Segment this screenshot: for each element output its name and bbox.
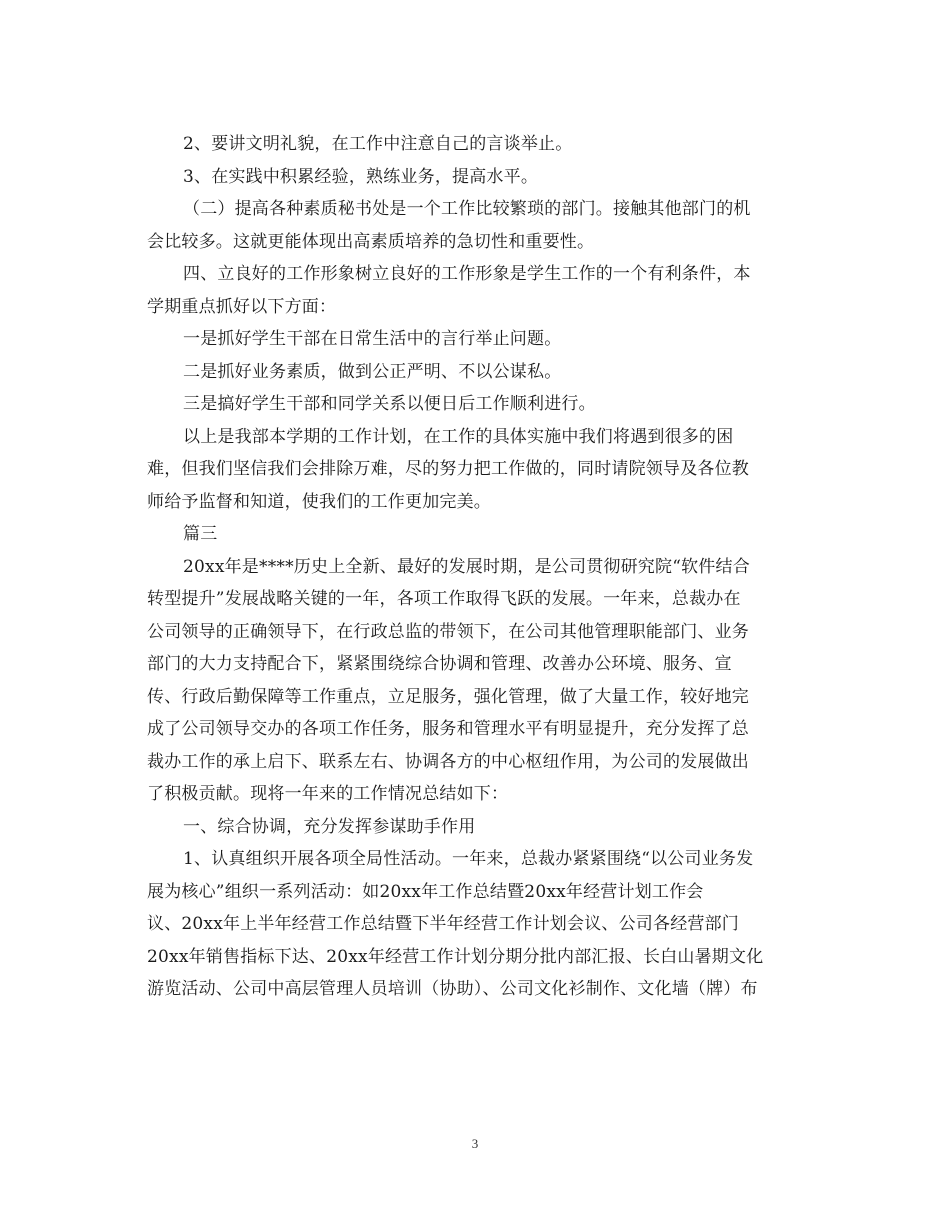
text-line: 三是搞好学生干部和同学关系以便日后工作顺利进行。 <box>183 394 596 414</box>
text-line: 一、综合协调，充分发挥参谋助手作用 <box>183 816 476 837</box>
text-line: 2、要讲文明礼貌，在工作中注意自己的言谈举止。 <box>183 134 573 154</box>
text-line: 裁办工作的承上启下、联系左右、协调各方的中心枢纽作用，为公司的发展做出 <box>147 751 749 772</box>
text-line: 游览活动、公司中高层管理人员培训（协助）、公司文化衫制作、文化墙（牌）布 <box>147 979 758 999</box>
text-line: 公司领导的正确领导下，在行政总监的带领下，在公司其他管理职能部门、业务 <box>147 621 749 642</box>
text-line: 成了公司领导交办的各项工作任务，服务和管理水平有明显提升，充分发挥了总 <box>147 719 749 739</box>
text-line: 部门的大力支持配合下，紧紧围绕综合协调和管理、改善办公环境、服务、宣 <box>147 654 732 674</box>
page-number: 3 <box>471 1136 479 1151</box>
text-line: 了积极贡献。现将一年来的工作情况总结如下： <box>147 784 509 804</box>
text-line: 难，但我们坚信我们会排除万难，尽的努力把工作做的，同时请院领导及各位教 <box>147 459 749 479</box>
text-line: 会比较多。这就更能体现出高素质培养的急切性和重要性。 <box>147 231 595 252</box>
section-heading: 篇三 <box>183 524 218 544</box>
text-line: 以上是我部本学期的工作计划，在工作的具体实施中我们将遇到很多的困 <box>183 426 734 447</box>
text-line: 20xx年是****历史上全新、最好的发展时期，是公司贯彻研究院“软件结合 <box>183 556 750 577</box>
text-line: 学期重点抓好以下方面： <box>147 296 337 317</box>
text-line: 议、20xx年上半年经营工作总结暨下半年经营工作计划会议、公司各经营部门 <box>147 914 740 934</box>
text-line: 传、行政后勤保障等工作重点，立足服务，强化管理，做了大量工作，较好地完 <box>147 686 749 707</box>
text-line: 一是抓好学生干部在日常生活中的言行举止问题。 <box>183 329 562 349</box>
text-line: 展为核心”组织一系列活动：如20xx年工作总结暨20xx年经营计划工作会 <box>147 881 704 902</box>
document-body <box>147 128 807 1006</box>
text-line: 1、认真组织开展各项全局性活动。一年来，总裁办紧紧围绕“以公司业务发 <box>183 849 754 869</box>
text-line: 二是抓好业务素质，做到公正严明、不以公谋私。 <box>183 361 562 382</box>
text-line: 3、在实践中积累经验，熟练业务，提高水平。 <box>183 166 539 187</box>
text-line: 20xx年销售指标下达、20xx年经营工作计划分期分批内部汇报、长白山暑期文化 <box>147 946 764 967</box>
text-line: 四、立良好的工作形象树立良好的工作形象是学生工作的一个有利条件，本 <box>183 264 751 284</box>
text-line: 转型提升”发展战略关键的一年，各项工作取得飞跃的发展。一年来，总裁办在 <box>147 589 741 609</box>
text-line: （二）提高各种素质秘书处是一个工作比较繁琐的部门。接触其他部门的机 <box>183 199 751 219</box>
text-line: 师给予监督和知道，使我们的工作更加完美。 <box>147 491 491 512</box>
